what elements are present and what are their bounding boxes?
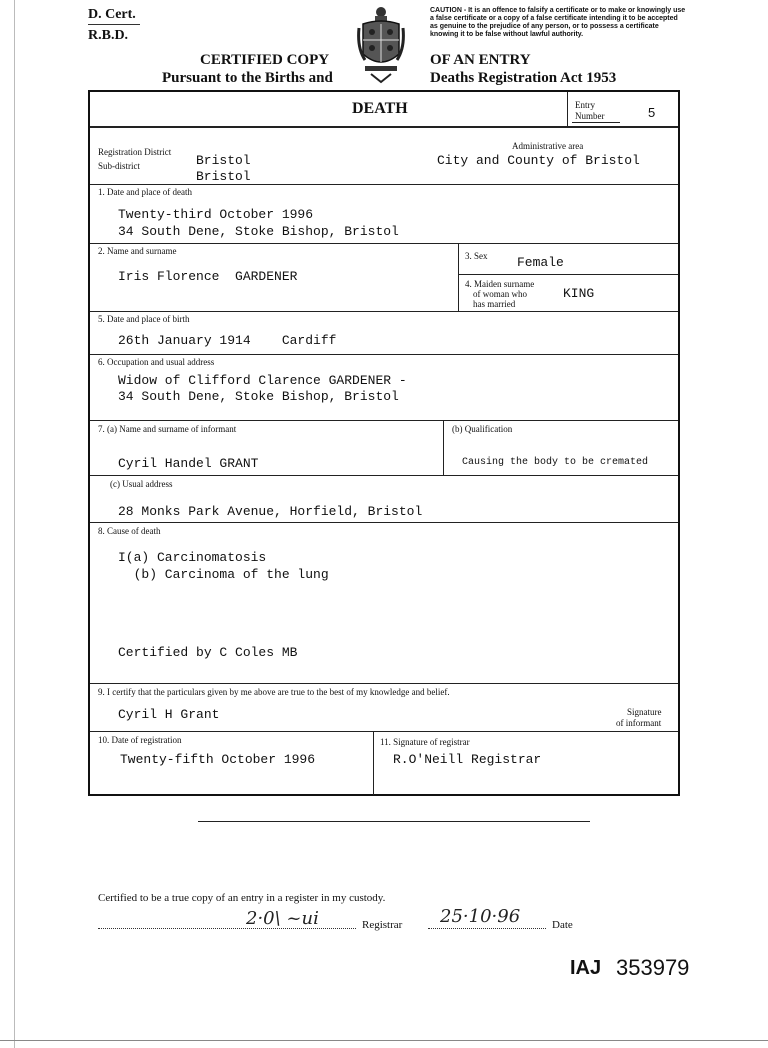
field8-rule bbox=[90, 683, 678, 684]
serial-prefix: IAJ bbox=[570, 957, 602, 979]
date-signature-line bbox=[428, 928, 546, 929]
field9-signature-label-2: of informant bbox=[616, 718, 662, 728]
left-title-line1: CERTIFIED COPY bbox=[200, 52, 330, 68]
registration-district-value: Bristol bbox=[196, 153, 251, 168]
left-title-line2: Pursuant to the Births and bbox=[162, 70, 333, 86]
entry-divider bbox=[567, 92, 568, 126]
field7b-divider bbox=[443, 420, 444, 475]
field6-rule bbox=[90, 420, 678, 421]
code-divider bbox=[88, 24, 140, 25]
entry-label: Entry bbox=[575, 100, 595, 110]
sub-district-value: Bristol bbox=[196, 169, 251, 184]
registrar-label: Registrar bbox=[362, 919, 403, 931]
field4-label-2: of woman who bbox=[473, 289, 527, 299]
field6-address: 34 South Dene, Stoke Bishop, Bristol bbox=[118, 389, 399, 404]
registrar-handwritten-signature: 2·0\ ~ui bbox=[246, 908, 319, 929]
left-scan-edge bbox=[14, 0, 15, 1048]
field1-place: 34 South Dene, Stoke Bishop, Bristol bbox=[118, 224, 399, 239]
entry-number: 5 bbox=[648, 105, 656, 120]
certificate-code-1: D. Cert. bbox=[88, 7, 136, 22]
entry-number-label: Number bbox=[575, 111, 605, 121]
form-title: DEATH bbox=[352, 100, 408, 117]
entry-underline bbox=[572, 122, 620, 123]
field7a-informant: Cyril Handel GRANT bbox=[118, 456, 259, 471]
field7b-label: (b) Qualification bbox=[452, 424, 513, 434]
field7c-label: (c) Usual address bbox=[110, 479, 173, 489]
field7c-rule bbox=[90, 522, 678, 523]
field1-date: Twenty-third October 1996 bbox=[118, 207, 314, 222]
registration-district-label: Registration District bbox=[98, 147, 172, 157]
field3-sex: Female bbox=[517, 255, 564, 270]
date-label: Date bbox=[552, 919, 573, 931]
field9-rule bbox=[90, 731, 678, 732]
administrative-area-label: Administrative area bbox=[512, 141, 584, 151]
field1-label: 1. Date and place of death bbox=[98, 187, 192, 197]
certificate-code-2: R.B.D. bbox=[88, 28, 129, 43]
field9-label: 9. I certify that the particulars given by me above are true to the best of my knowledge and belief. bbox=[98, 687, 450, 697]
field2-label: 2. Name and surname bbox=[98, 246, 177, 256]
field7b-qualification: Causing the body to be cremated bbox=[462, 457, 649, 468]
field6-label: 6. Occupation and usual address bbox=[98, 357, 215, 367]
field8-cause-b: (b) Carcinoma of the lung bbox=[118, 567, 329, 582]
field11-registrar-signature: R.O'Neill Registrar bbox=[393, 752, 542, 767]
field7c-address: 28 Monks Park Avenue, Horfield, Bristol bbox=[118, 504, 423, 519]
field2-name: Iris Florence GARDENER bbox=[118, 269, 298, 284]
right-title-line1: OF AN ENTRY bbox=[430, 52, 531, 68]
field4-label-3: has married bbox=[473, 299, 516, 309]
field7ab-rule bbox=[90, 475, 678, 476]
caution-notice: CAUTION - It is an offence to falsify a certificate or to make or knowingly use a false certificate or a copy of a false certificate intending it to be accepted as genuine to the prejudice of any person, or to possess a certificate knowing it to be false without lawful authority. bbox=[430, 7, 686, 38]
right-title-line2: Deaths Registration Act 1953 bbox=[430, 70, 617, 86]
field7a-label: 7. (a) Name and surname of informant bbox=[98, 424, 237, 434]
field3-label: 3. Sex bbox=[465, 251, 488, 261]
field8-label: 8. Cause of death bbox=[98, 526, 161, 536]
field2-rule bbox=[90, 311, 678, 312]
certified-copy-statement: Certified to be a true copy of an entry in a register in my custody. bbox=[98, 892, 386, 904]
field5-label: 5. Date and place of birth bbox=[98, 314, 190, 324]
field9-informant-signature: Cyril H Grant bbox=[118, 707, 220, 722]
bottom-scan-edge bbox=[0, 1040, 768, 1041]
field3-rule bbox=[458, 274, 678, 275]
field9-signature-label-1: Signature bbox=[627, 707, 662, 717]
serial-number: 353979 bbox=[616, 955, 690, 980]
royal-coat-of-arms-icon bbox=[357, 4, 405, 84]
sub-district-label: Sub-district bbox=[98, 161, 140, 171]
field4-label-1: 4. Maiden surname bbox=[465, 279, 535, 289]
administrative-area-value: City and County of Bristol bbox=[437, 153, 640, 168]
field10-label: 10. Date of registration bbox=[98, 735, 182, 745]
field8-cause-a: I(a) Carcinomatosis bbox=[118, 550, 267, 565]
field8-certified: Certified by C Coles MB bbox=[118, 645, 298, 660]
separator-line bbox=[198, 821, 590, 822]
field6-occupation: Widow of Clifford Clarence GARDENER - bbox=[118, 373, 407, 388]
district-rule bbox=[90, 184, 678, 185]
field1-rule bbox=[90, 243, 678, 244]
field3-divider bbox=[458, 243, 459, 311]
field5-rule bbox=[90, 354, 678, 355]
field10-registration-date: Twenty-fifth October 1996 bbox=[120, 752, 316, 767]
date-handwritten: 25·10·96 bbox=[440, 906, 521, 927]
field5-birth: 26th January 1914 Cardiff bbox=[118, 333, 337, 348]
field4-maiden-name: KING bbox=[563, 286, 595, 301]
title-rule bbox=[90, 126, 678, 128]
field11-divider bbox=[373, 731, 374, 795]
field11-label: 11. Signature of registrar bbox=[380, 737, 470, 747]
